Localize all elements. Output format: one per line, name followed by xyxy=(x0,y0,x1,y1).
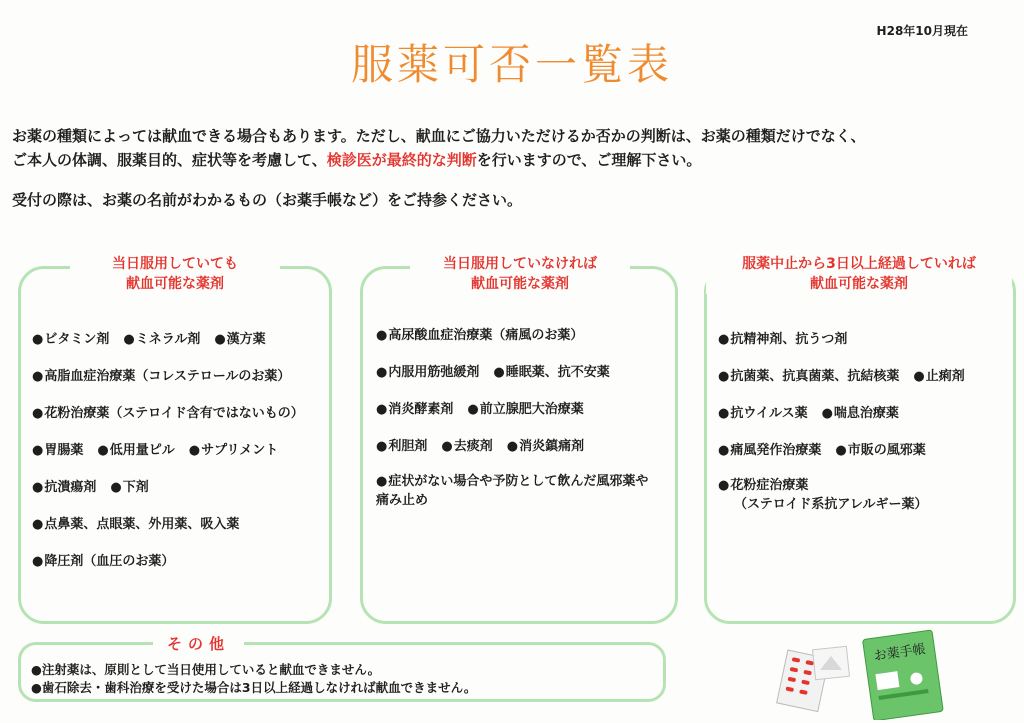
other-title: その他 xyxy=(153,633,244,654)
list-item: ● サプリメント xyxy=(189,439,279,458)
card1-title xyxy=(70,254,280,294)
other-notes xyxy=(31,661,476,697)
list-item: ● 高脂血症治療薬（コレステロールのお薬） xyxy=(32,365,290,384)
card2-items xyxy=(376,324,672,516)
intro-text xyxy=(12,124,1012,212)
list-item: ● 利胆剤 xyxy=(376,435,427,454)
notebook-label: お薬手帳 xyxy=(872,642,927,665)
list-item: ● 前立腺肥大治療薬 xyxy=(467,398,583,417)
list-item: ● ビタミン剤 xyxy=(32,328,109,347)
list-item: ● 下剤 xyxy=(110,476,148,495)
list-item: ● 消炎酵素剤 xyxy=(376,398,453,417)
card2-title-line1: 当日服用していなければ xyxy=(443,256,597,272)
list-item: ● 胃腸薬 xyxy=(32,439,83,458)
list-item-sub: （ステロイド系抗アレルギー薬） xyxy=(734,497,928,512)
list-item: ● 市販の風邪薬 xyxy=(835,439,925,458)
list-item: ● 高尿酸血症治療薬（痛風のお薬） xyxy=(376,324,583,343)
list-item: ● 抗ウイルス薬 xyxy=(718,402,808,421)
list-item: ● 抗菌薬、抗真菌薬、抗結核薬 xyxy=(718,365,899,384)
list-item: ● 漢方薬 xyxy=(214,328,265,347)
other-box xyxy=(18,635,666,702)
medicine-illustration xyxy=(776,626,976,720)
list-item: ● 症状がない場合や予防として飲んだ風邪薬や痛み止め xyxy=(376,472,656,510)
list-item: ● 痛風発作治療薬 xyxy=(718,439,821,458)
note-item: ● 歯石除去・歯科治療を受けた場合は3日以上経過しなければ献血できません。 xyxy=(31,679,476,697)
card1-title-line2: 献血可能な薬剤 xyxy=(126,276,224,292)
list-item: ● 抗精神剤、抗うつ剤 xyxy=(718,328,847,347)
intro-line-3: 受付の際は、お薬の名前がわかるもの（お薬手帳など）をご持参ください。 xyxy=(12,191,523,209)
list-item: ● 点鼻薬、点眼薬、外用薬、吸入薬 xyxy=(32,513,239,532)
medicine-notebook-icon xyxy=(863,630,944,720)
date-label: H28年10月現在 xyxy=(876,24,968,38)
list-item: ● 止痢剤 xyxy=(913,365,964,384)
list-item: ● 内服用筋弛緩剤 xyxy=(376,361,479,380)
powder-packet-icon xyxy=(813,646,850,679)
list-item: ● 低用量ピル xyxy=(97,439,174,458)
list-item: ● 花粉治療薬（ステロイド含有ではないもの） xyxy=(32,402,304,421)
intro-emphasis: 検診医が最終的な判断 xyxy=(326,151,477,169)
list-item: ● ミネラル剤 xyxy=(123,328,200,347)
page-title: 服薬可否一覧表 xyxy=(350,40,673,89)
card3-title-line2: 献血可能な薬剤 xyxy=(810,276,908,292)
intro-line-2b: を行いますので、ご理解下さい。 xyxy=(476,151,702,169)
card2-title-line2: 献血可能な薬剤 xyxy=(471,276,569,292)
card3-title xyxy=(706,254,1012,294)
note-item: ● 注射薬は、原則として当日使用していると献血できません。 xyxy=(31,661,476,679)
list-item: ● 抗潰瘍剤 xyxy=(32,476,96,495)
list-item: ● 睡眠薬、抗不安薬 xyxy=(493,361,609,380)
card1-title-line1: 当日服用していても xyxy=(112,256,238,272)
list-item xyxy=(718,476,928,514)
card2-title xyxy=(410,254,630,294)
card3-items xyxy=(718,328,1018,520)
card1-items xyxy=(32,328,332,587)
intro-line-1: お薬の種類によっては献血できる場合もあります。ただし、献血にご協力いただけるか否かの判断は、お薬の種類だけでなく、 xyxy=(12,127,866,145)
list-item: ● 去痰剤 xyxy=(441,435,492,454)
intro-line-2a: ご本人の体調、服薬目的、症状等を考慮して、 xyxy=(12,151,327,169)
intro-line-2 xyxy=(12,148,1012,172)
list-item: ● 喘息治療薬 xyxy=(822,402,899,421)
list-item: ● 消炎鎮痛剤 xyxy=(507,435,584,454)
card3-title-line1: 服薬中止から3日以上経過していれば xyxy=(742,256,976,272)
list-item: ● 降圧剤（血圧のお薬） xyxy=(32,550,174,569)
list-item-main: 花粉症治療薬 xyxy=(730,478,809,493)
